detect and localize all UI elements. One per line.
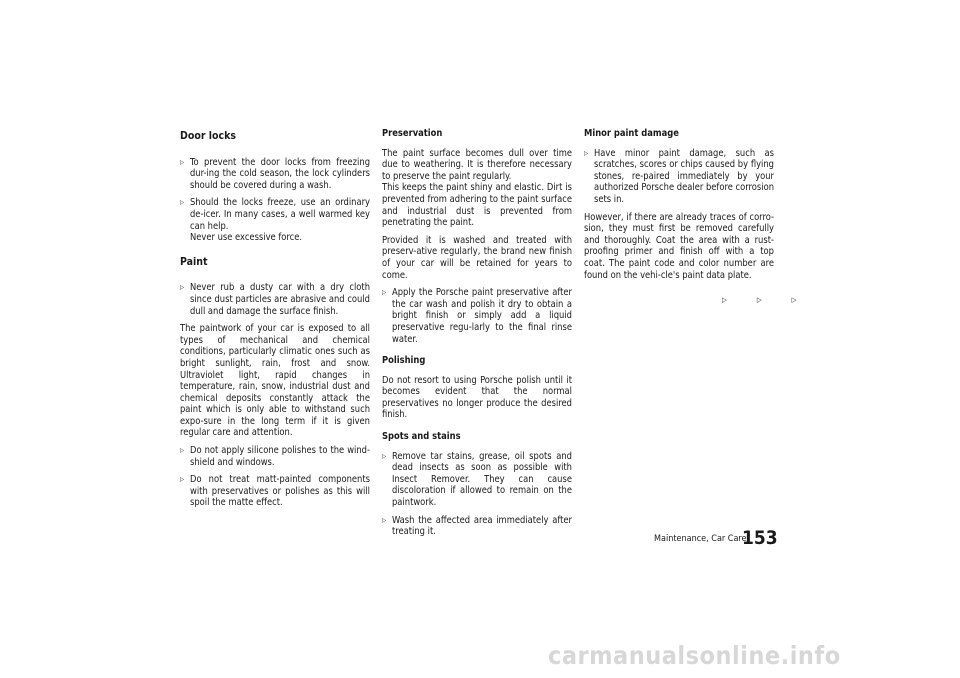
- page-number: 153: [742, 527, 778, 549]
- door-locks-item-1: [180, 157, 370, 192]
- bullet-arrow-icon: ▷: [180, 447, 185, 455]
- continuation-arrows-icon: ▷ ▷ ▷: [722, 296, 811, 304]
- spots-item-2-text: Wash the affected area immediately after treating it.: [392, 514, 572, 538]
- bullet-arrow-icon: ▷: [382, 289, 387, 297]
- bullet-arrow-icon: ▷: [180, 284, 185, 292]
- spots-item-1: [382, 451, 572, 509]
- door-locks-item-2-text: Should the locks freeze, use an ordinary de-icer. In many cases, a well warmed key can help.: [190, 197, 370, 232]
- column-2: [382, 128, 572, 544]
- door-locks-heading: Door locks: [180, 130, 237, 142]
- column-3: [584, 128, 774, 287]
- column-1: [180, 128, 370, 515]
- preservation-paragraph-1b: This keeps the paint shiny and elastic. Dirt is prevented from adhering to the paint surface and industrial dust is prevented from penetrating the paint.: [382, 182, 572, 229]
- preservation-heading: Preservation: [382, 128, 443, 139]
- minor-paint-damage-item: [584, 148, 774, 206]
- minor-paint-damage-item-text: Have minor paint damage, such as scratches, scores or chips caused by flying stones, re-paired immediately by your authorized Porsche dealer before corrosion sets in.: [594, 147, 774, 205]
- spots-heading: Spots and stains: [382, 431, 461, 443]
- paint-item-1-text: Never rub a dusty car with a dry cloth since dust particles are abrasive and could dull and damage the surface finish.: [190, 282, 370, 317]
- bullet-arrow-icon: ▷: [180, 476, 185, 484]
- preservation-item: [382, 287, 572, 345]
- bullet-arrow-icon: ▷: [382, 452, 387, 460]
- bullet-arrow-icon: ▷: [180, 199, 185, 207]
- bullet-arrow-icon: ▷: [180, 158, 185, 166]
- minor-paint-damage-paragraph: However, if there are already traces of corro-sion, they must first be removed carefully and thoroughly. Coat the area with a rust-proofing primer and finish off with a top coat. The paint code and color number are found on the vehi-cle's paint data plate.: [584, 211, 774, 281]
- watermark: carmanualsonline.info: [548, 641, 841, 670]
- bullet-arrow-icon: ▷: [584, 149, 589, 157]
- door-locks-note: Never use excessive force.: [190, 232, 303, 244]
- polishing-paragraph: Do not resort to using Porsche polish until it becomes evident that the normal preservatives no longer produce the desired finish.: [382, 374, 572, 421]
- paint-item-3: [180, 474, 370, 509]
- minor-paint-damage-heading: Minor paint damage: [584, 128, 679, 139]
- paint-heading: Paint: [180, 255, 208, 268]
- bullet-arrow-icon: ▷: [382, 516, 387, 524]
- paint-item-3-text: Do not treat matt-painted components with preservatives or polishes as this will spoil the matte effect.: [190, 474, 370, 509]
- paint-paragraph: The paintwork of your car is exposed to all types of mechanical and chemical conditions, particularly climatic ones such as bright sunlight, rain, frost and snow. Ultraviolet light, rapid changes in temperature, rain, snow, industrial dust and chemical deposits constantly attack the paint which is only able to withstand such expo-sure in the long term if it is given regular care and attention.: [180, 323, 370, 439]
- paint-item-2: [180, 445, 370, 468]
- spots-item-2: [382, 515, 572, 538]
- paint-item-1: [180, 282, 370, 317]
- preservation-paragraph-1: [382, 148, 572, 229]
- footer-section-label: Maintenance, Car Care: [654, 534, 747, 544]
- door-locks-item-2: [180, 197, 370, 243]
- door-locks-item-1-text: To prevent the door locks from freezing dur-ing the cold season, the lock cylinders should be covered during a wash.: [190, 156, 370, 191]
- preservation-paragraph-2: Provided it is washed and treated with preserv-ative regularly, the brand new finish of your car will be retained for years to come.: [382, 234, 572, 281]
- spots-item-1-text: Remove tar stains, grease, oil spots and dead insects as soon as possible with Insect Remover. They can cause discoloration if allowed to remain on the paintwork.: [392, 450, 572, 509]
- preservation-item-text: Apply the Porsche paint preservative after the car wash and polish it dry to obtain a bright finish or simply add a liquid preservative regu-larly to the final rinse water.: [392, 287, 572, 345]
- paint-item-2-text: Do not apply silicone polishes to the wind-shield and windows.: [190, 445, 370, 468]
- preservation-paragraph-1a: The paint surface becomes dull over time due to weathering. It is therefore necessary to preserve the paint regularly.: [382, 147, 572, 182]
- polishing-heading: Polishing: [382, 355, 426, 367]
